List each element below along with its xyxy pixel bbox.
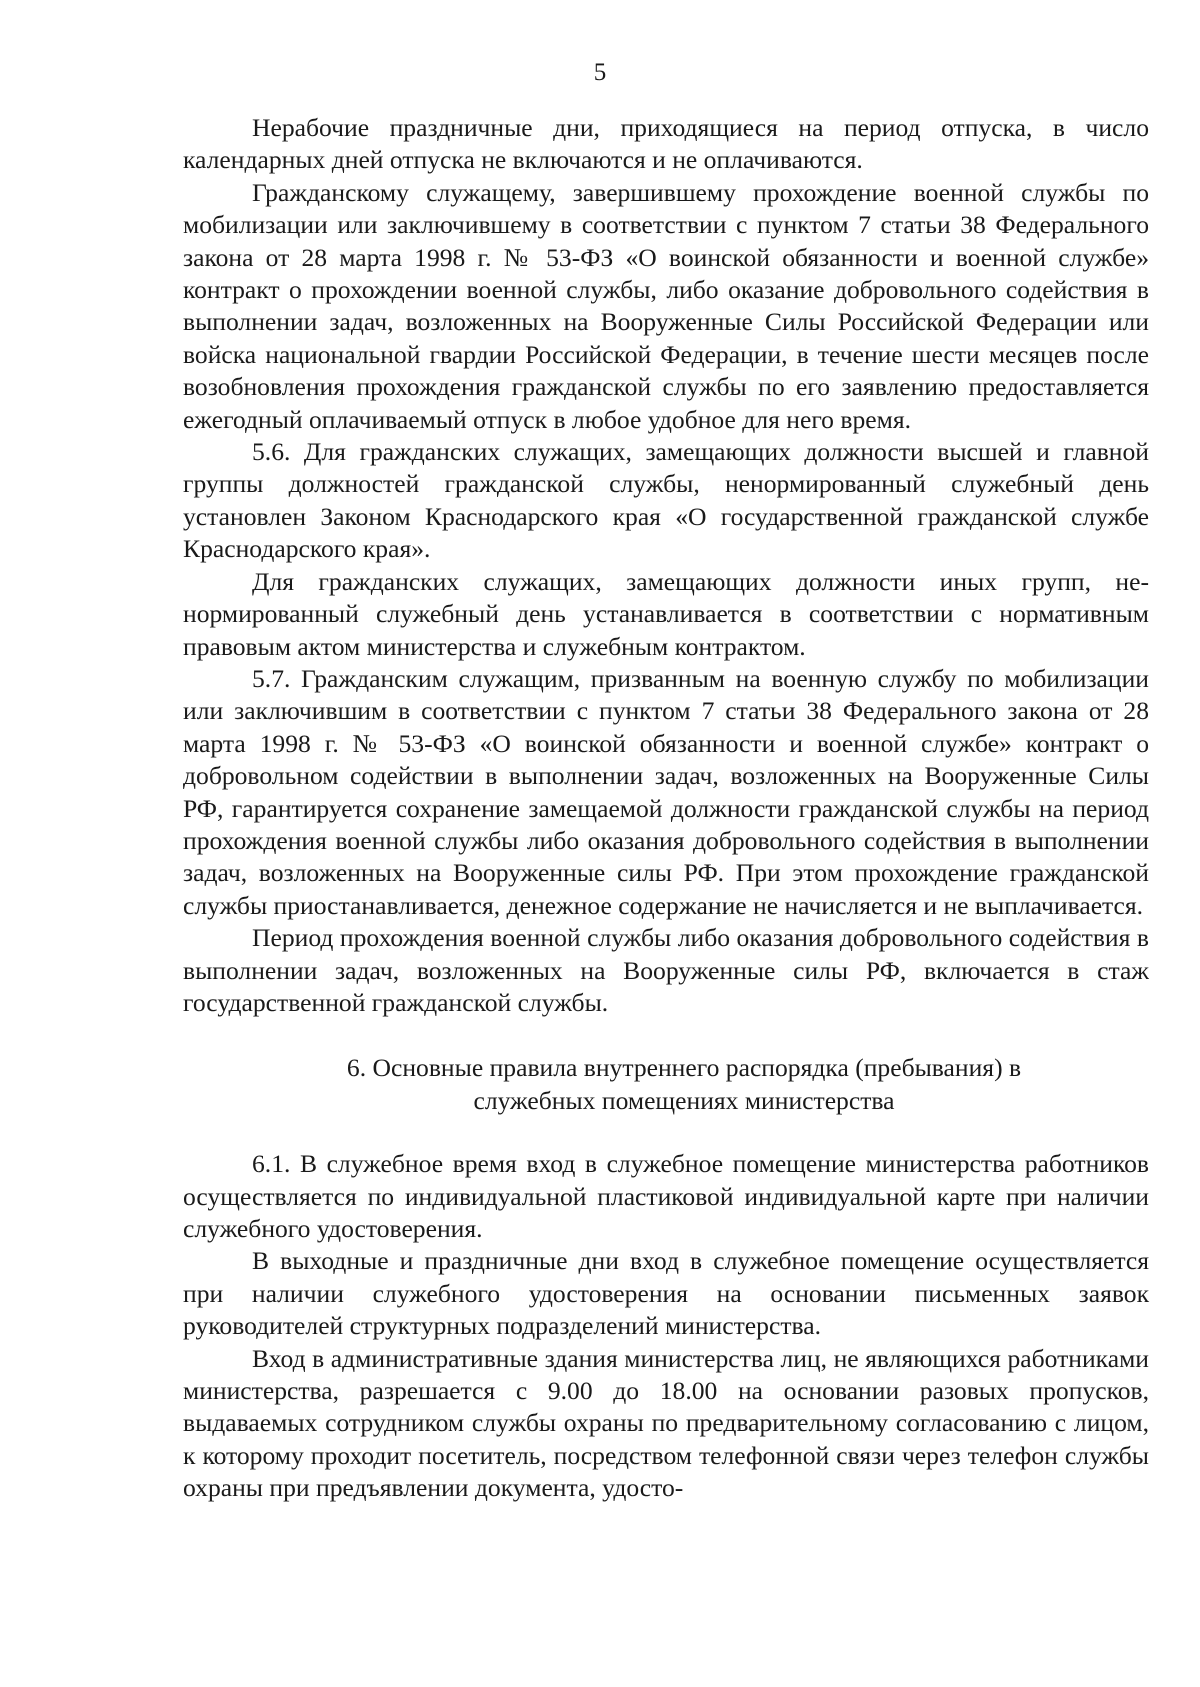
- paragraph-5-6: 5.6. Для гражданских служащих, замещающих должности высшей и главной группы должностей гражданской службы, ненормированный служебный день установлен Законом Краснодарского края «О государственной гражданской службе Краснодарского края».: [183, 437, 1149, 564]
- paragraph-5-7: 5.7. Гражданским служащим, призванным на военную службу по мобилизации или заключившим в соответствии с пунктом 7 статьи 38 Федерального закона от 28 марта 1998 г. № 53-ФЗ «О воинской обязанности и военной службе» контракт о добровольном содействии в выполнении задач, возложенных на Вооруженные Силы РФ, гарантируется сохранение замещаемой должности гражданской службы на период прохождения военной службы либо оказания добровольного содействия в выполнении задач, возложенных на Вооруженные силы РФ. При этом прохождение гражданской службы приостанавливается, денежное содержание не начисляется и не выплачивается.: [183, 663, 1149, 920]
- section-heading-line-2: служебных помещениях министерства: [473, 1085, 895, 1115]
- paragraph-service-period: Период прохождения военной службы либо оказания добровольного содействия в выполнении задач, возложенных на Вооруженные силы РФ, включается в стаж государственной гражданской службы.: [183, 923, 1149, 1017]
- document-body: [183, 112, 1149, 1505]
- paragraph-weekend-entry: В выходные и праздничные дни вход в служебное помещение осуществляется при наличии служебного удостоверения на основании письменных заявок руководителей структурных подразделений министерства.: [183, 1246, 1149, 1341]
- paragraph-6-1: 6.1. В служебное время вход в служебное помещение министерства работников осуществляется по индивидуальной пластиковой индивидуальной карте при наличии служебного удостоверения.: [183, 1149, 1149, 1243]
- section-6-heading: [183, 1052, 1149, 1117]
- paragraph-visitor-entry: Вход в административные здания министерства лиц, не являющихся работниками министерства, разрешается с 9.00 до 18.00 на основании разовых пропусков, выдаваемых сотрудником службы охраны по предварительному согласованию с лицом, к которому проходит посетитель, посредством телефонной связи через телефон службы охраны при предъявлении документа, удосто-: [183, 1343, 1149, 1503]
- page-number: 5: [593, 59, 607, 86]
- paragraph-other-groups: Для гражданских служащих, замещающих должности иных групп, ненормированный служебный день устанавливается в соответствии с нормативным правовым актом министерства и служебным контрактом.: [183, 566, 1149, 661]
- paragraph-mobilization-leave: Гражданскому служащему, завершившему прохождение военной службы по мобилизации или заключившему в соответствии с пунктом 7 статьи 38 Федерального закона от 28 марта 1998 г. № 53-ФЗ «О воинской обязанности и военной службе» контракт о прохождении военной службы, либо оказание добровольного содействия в выполнении задач, возложенных на Вооруженные Силы Российской Федерации или войска национальной гвардии Российской Федерации, в течение шести месяцев после возобновления прохождения гражданской службы по его заявлению предоставляется ежегодный оплачиваемый отпуск в любое удобное для него время.: [183, 177, 1149, 434]
- section-heading-line-1: 6. Основные правила внутреннего распорядка (пребывания) в: [346, 1053, 1022, 1083]
- paragraph-holidays: Нерабочие праздничные дни, приходящиеся на период отпуска, в число календарных дней отпуска не включаются и не оплачиваются.: [183, 113, 1149, 175]
